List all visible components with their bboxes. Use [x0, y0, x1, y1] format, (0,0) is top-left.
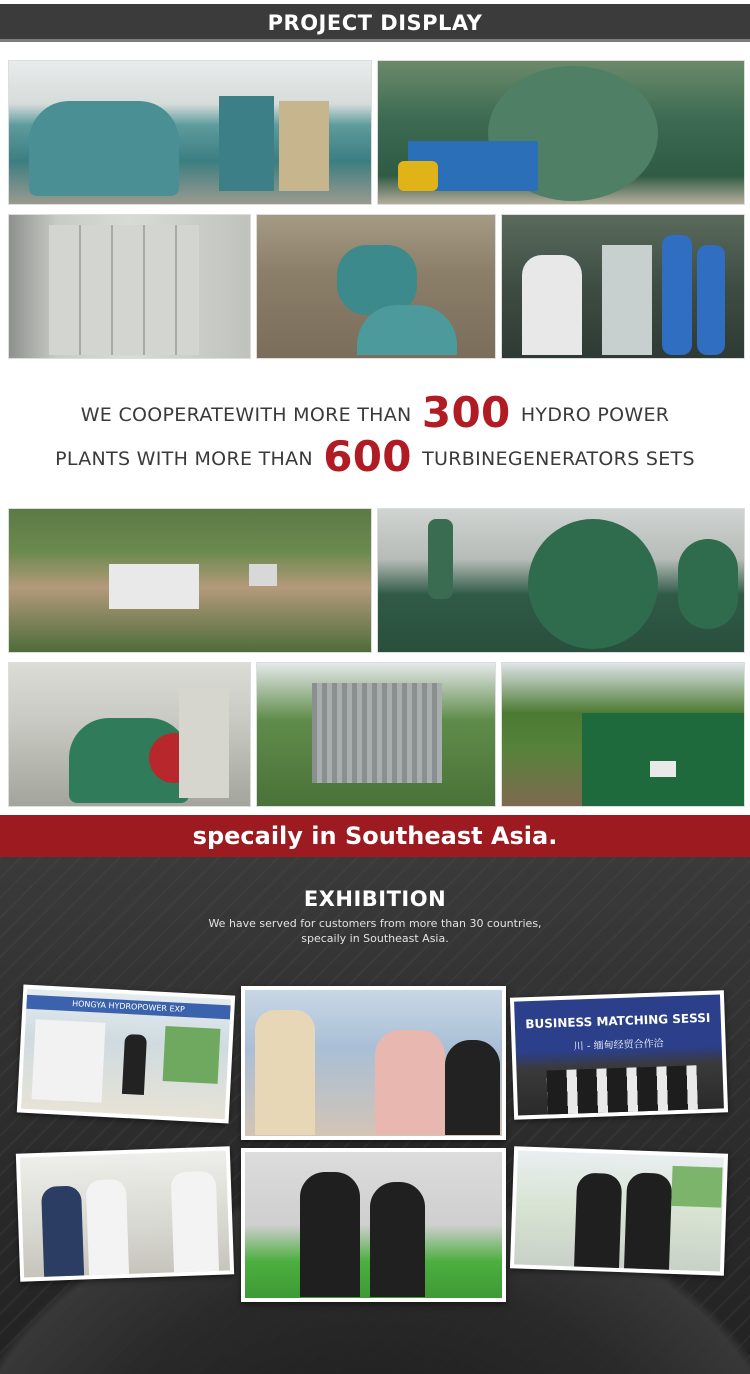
- exhibition-subtitle: [0, 916, 750, 946]
- business-matching-subbanner: 川 - 缅甸经贸合作洽: [573, 1038, 664, 1053]
- stats-number-300: 300: [421, 388, 511, 437]
- project-photo-site-aerial: [8, 508, 372, 653]
- stats-line-2: [0, 432, 750, 481]
- project-photo-power-station: [501, 662, 745, 807]
- project-photo-generator-room: [8, 662, 251, 807]
- stats-number-600: 600: [323, 432, 412, 481]
- stats-line2-prefix: PLANTS WITH MORE THAN: [55, 448, 313, 470]
- business-matching-banner: BUSINESS MATCHING SESSI: [525, 1010, 711, 1032]
- exhibition-booth-banner: HONGYA HYDROPOWER EXP: [26, 995, 230, 1020]
- stats-line-1: [0, 388, 750, 437]
- exhibition-photo-handshake: [241, 986, 506, 1140]
- project-display-title: PROJECT DISPLAY: [267, 11, 483, 35]
- exhibition-subtitle-line2: specaily in Southeast Asia.: [301, 932, 449, 945]
- stats-line2-suffix: TURBINEGENERATORS SETS: [422, 448, 695, 470]
- exhibition-photo-business-matching: [510, 990, 728, 1119]
- southeast-asia-band-text: specaily in Southeast Asia.: [192, 822, 558, 850]
- project-photo-green-turbine: [377, 508, 745, 653]
- stats-line1-prefix: WE COOPERATEWITH MORE THAN: [80, 404, 412, 426]
- project-display-banner: [0, 0, 750, 48]
- exhibition-photo-booth-pair: [510, 1146, 728, 1275]
- project-photo-factory-visit: [501, 214, 745, 359]
- project-photo-powerhouse-pit: [256, 214, 496, 359]
- exhibition-title: EXHIBITION: [303, 887, 447, 911]
- southeast-asia-band: [0, 815, 750, 857]
- project-photo-control-panels: [8, 214, 251, 359]
- exhibition-subtitle-line1: We have served for customers from more than 30 countries,: [208, 917, 542, 930]
- exhibition-photo-booth: [17, 985, 235, 1124]
- stats-line1-suffix: HYDRO POWER: [520, 404, 670, 426]
- project-photo-turbine-hall: [8, 60, 372, 205]
- project-photo-transformer: [256, 662, 496, 807]
- project-photo-green-generator: [377, 60, 745, 205]
- exhibition-photo-hall-couple: [241, 1148, 506, 1302]
- exhibition-photo-booth-visit: [16, 1146, 234, 1281]
